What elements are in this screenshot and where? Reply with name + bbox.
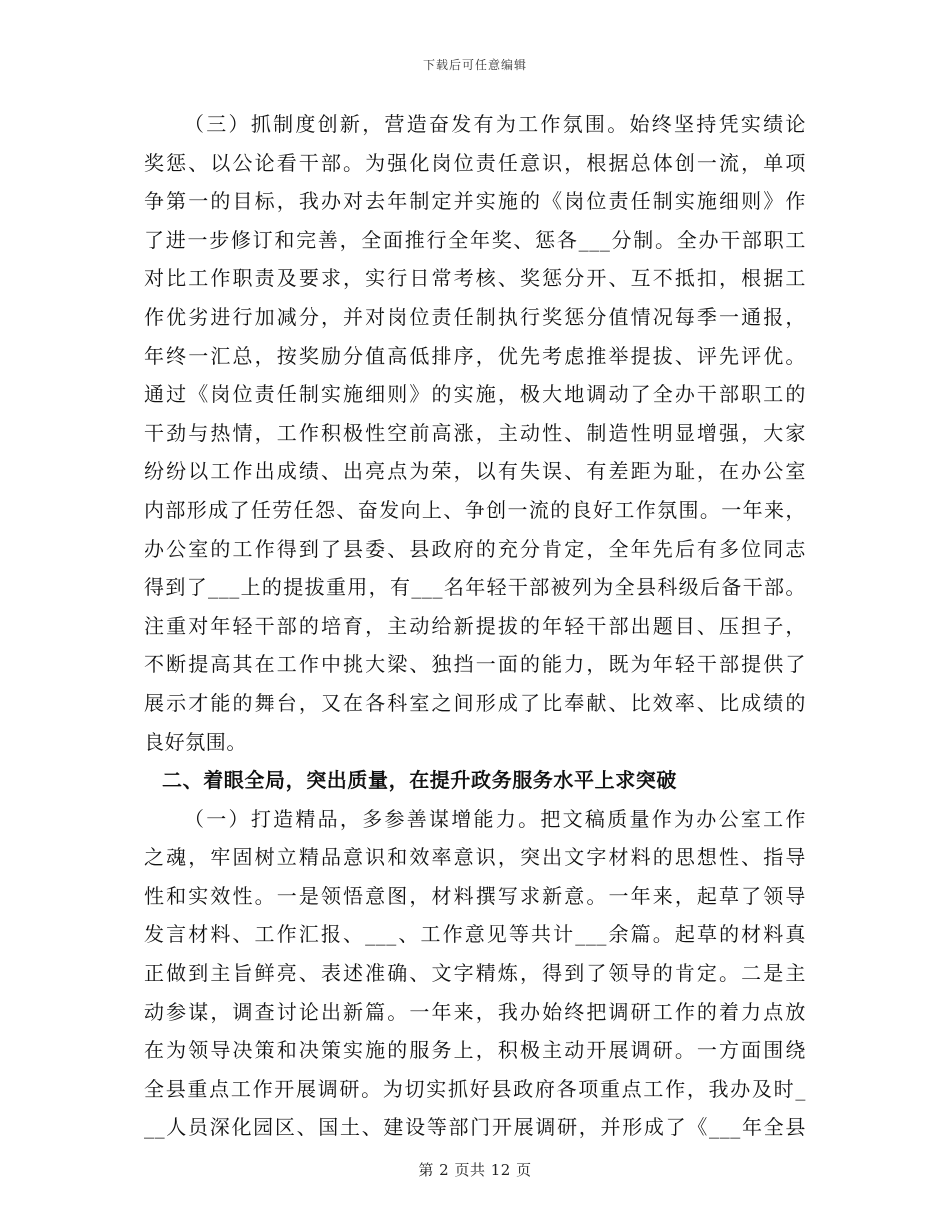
section-heading: 二、着眼全局，突出质量，在提升政务服务水平上求突破 [162, 768, 677, 793]
text-line: 之魂，牢固树立精品意识和效率意识，突出文字材料的思想性、指导 [144, 845, 806, 870]
text-line: 在为领导决策和决策实施的服务上，积极主动开展调研。一方面围绕 [144, 1038, 806, 1063]
text-line: 良好氛围。 [144, 729, 247, 754]
text-line: 注重对年轻干部的培育，主动给新提拔的年轻干部出题目、压担子， [144, 613, 806, 638]
text-line: 展示才能的舞台，又在各科室之间形成了比奉献、比效率、比成绩的 [144, 690, 806, 715]
text-line: 动参谋，调查讨论出新篇。一年来，我办始终把调研工作的着力点放 [144, 999, 806, 1024]
text-line: 办公室的工作得到了县委、县政府的充分肯定，全年先后有多位同志 [144, 536, 806, 561]
text-line: 干劲与热情，工作积极性空前高涨，主动性、制造性明显增强，大家 [144, 420, 806, 445]
text-line: 得到了___上的提拔重用，有___名年轻干部被列为全县科级后备干部。 [144, 575, 806, 600]
page-header: 下载后可任意编辑 [422, 58, 527, 72]
text-line: （三）抓制度创新，营造奋发有为工作氛围。始终坚持凭实绩论 [184, 112, 806, 136]
text-line: 正做到主旨鲜亮、表述准确、文字精炼，得到了领导的肯定。二是主 [144, 961, 806, 986]
text-line: 不断提高其在工作中挑大梁、独挡一面的能力，既为年轻干部提供了 [144, 652, 806, 677]
text-line: 了进一步修订和完善，全面推行全年奖、惩各___分制。全办干部职工 [144, 227, 806, 252]
document-body [144, 105, 806, 1147]
text-line: 争第一的目标，我办对去年制定并实施的《岗位责任制实施细则》作 [144, 189, 806, 214]
text-line: （一）打造精品，多参善谋增能力。把文稿质量作为办公室工作 [184, 806, 806, 831]
text-line: 内部形成了任劳任怨、奋发向上、争创一流的良好工作氛围。一年来， [144, 497, 806, 522]
text-line: 年终一汇总，按奖励分值高低排序，优先考虑推举提拔、评先评优。 [144, 343, 806, 368]
text-line: 发言材料、工作汇报、___、工作意见等共计___余篇。起草的材料真 [144, 922, 806, 947]
text-line: 奖惩、以公论看干部。为强化岗位责任意识，根据总体创一流，单项 [144, 150, 806, 175]
text-line: 作优劣进行加减分，并对岗位责任制执行奖惩分值情况每季一通报， [144, 304, 806, 329]
text-line: 对比工作职责及要求，实行日常考核、奖惩分开、互不抵扣，根据工 [144, 266, 806, 291]
text-line: 性和实效性。一是领悟意图，材料撰写求新意。一年来，起草了领导 [144, 883, 806, 908]
text-line: 纷纷以工作出成绩、出亮点为荣，以有失误、有差距为耻，在办公室 [144, 459, 806, 484]
page-number-footer: 第 2 页共 12 页 [418, 1161, 532, 1179]
text-line: __人员深化园区、国土、建设等部门开展调研，并形成了《___年全县 [144, 1115, 806, 1140]
text-line: 全县重点工作开展调研。为切实抓好县政府各项重点工作，我办及时_ [144, 1076, 806, 1101]
text-line: 通过《岗位责任制实施细则》的实施，极大地调动了全办干部职工的 [144, 382, 806, 407]
